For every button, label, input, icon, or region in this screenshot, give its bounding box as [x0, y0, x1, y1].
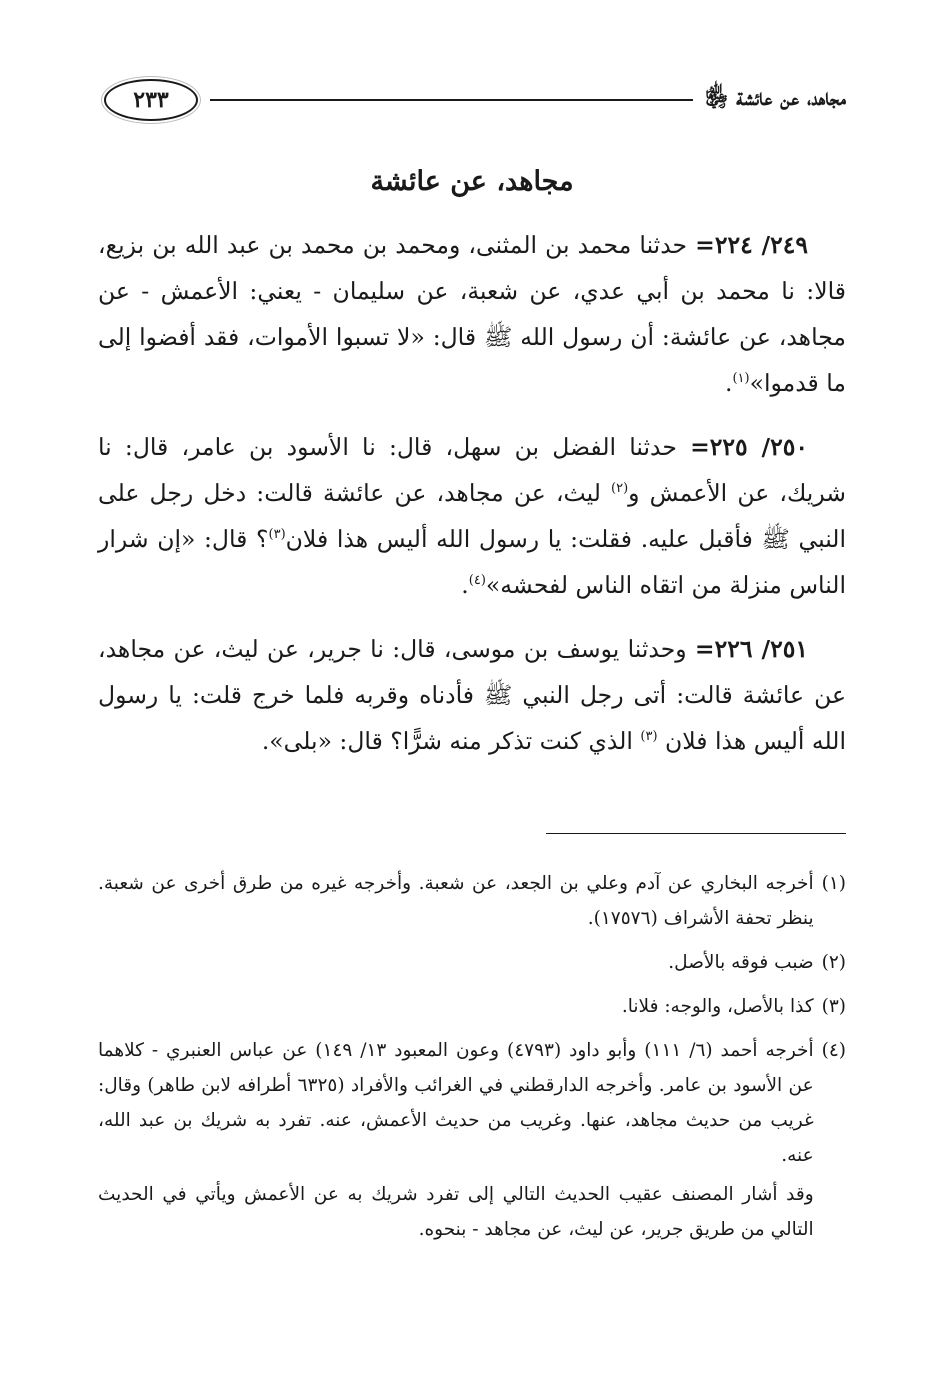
hadith-number: ٢٥٠/ ٢٢٥=	[690, 433, 809, 461]
hadith-number: ٢٥١/ ٢٢٦=	[694, 635, 808, 663]
running-header	[104, 72, 846, 128]
hadith-text: .	[724, 369, 733, 397]
footnote-body	[98, 1033, 814, 1247]
footnote-text: أخرجه البخاري عن آدم وعلي بن الجعد، عن شعبة. وأخرجه غيره من طرق أخرى عن شعبة. ينظر تحفة الأشراف (١٧٥٧٦).	[98, 873, 814, 929]
footnote-note: وقد أشار المصنف عقيب الحديث التالي إلى تفرد شريك به عن الأعمش ويأتي في الحديث التالي من طريق جرير، عن ليث، عن مجاهد - بنحوه.	[98, 1184, 814, 1240]
header-rule	[210, 99, 693, 101]
hadith-text: وحدثنا يوسف بن موسى، قال: نا جرير، عن ليث، عن مجاهد، عن عائشة قالت: أتى رجل النبي ﷺ فأدناه وقربه فلما خرج قلت: يا رسول الله أليس هذا فلان	[98, 635, 846, 755]
footnote-rule	[546, 833, 846, 834]
hadith-number: ٢٤٩/ ٢٢٤=	[695, 231, 808, 259]
footnote	[98, 989, 846, 1024]
hadith-paragraph	[98, 626, 846, 764]
footnote-text: ضبب فوقه بالأصل.	[668, 952, 814, 973]
section-title: مجاهد، عن عائشة	[370, 166, 574, 197]
footnote-marker: (١)	[732, 371, 750, 387]
page-number-badge: ٢٣٣	[104, 79, 198, 121]
main-text	[98, 222, 846, 782]
footnote-number: (٢)	[821, 952, 846, 973]
footnote-marker: (٣)	[640, 729, 658, 745]
footnote-marker: (٤)	[468, 573, 486, 589]
footnote-number: (١)	[821, 873, 846, 894]
footnote	[98, 945, 846, 980]
hadith-paragraph	[98, 424, 846, 608]
hadith-text: حدثنا محمد بن المثنى، ومحمد بن محمد بن عبد الله بن بزيع، قالا: نا محمد بن أبي عدي، عن شعبة، عن سليمان - يعني: الأعمش - عن مجاهد، عن عائشة: أن رسول الله ﷺ قال: «لا تسبوا الأموات، فقد أفضوا إلى ما قدموا»	[98, 231, 846, 397]
footnote-text: أخرجه أحمد (٦/ ١١١) وأبو داود (٤٧٩٣) وعون المعبود ١٣/ ١٤٩) عن عباس العنبري - كلاهما عن الأسود بن عامر. وأخرجه الدارقطني في الغرائب والأفراد (٦٣٢٥ أطرافه لابن طاهر) وقال: غريب من حديث مجاهد، عنها. وغريب من حديث الأعمش، عنه. تفرد به شريك بن عبد الله، عنه.	[98, 1040, 814, 1166]
hadith-text: .	[461, 571, 469, 599]
footnote-marker: (٣)	[268, 527, 286, 543]
hadith-text: حدثنا الفضل بن سهل، قال: نا الأسود بن عامر، قال: نا شريك، عن الأعمش و	[98, 433, 846, 507]
footnote-number: (٤)	[821, 1040, 846, 1061]
hadith-paragraph	[98, 222, 846, 406]
footnote-number: (٣)	[821, 996, 846, 1017]
running-title: مجاهد، عن عائشة ﵂	[704, 84, 846, 111]
hadith-text: الذي كنت تذكر منه شرًّا؟ قال: «بلى».	[261, 727, 641, 755]
hadith-text: ؟ قال: «إن شرار الناس منزلة من اتقاه الناس لفحشه»	[98, 525, 846, 599]
footnote-text: كذا بالأصل، والوجه: فلانا.	[621, 996, 814, 1017]
footnote	[98, 1033, 846, 1247]
footnotes	[98, 866, 846, 1256]
footnote	[98, 866, 846, 936]
hadith-text: ليث، عن مجاهد، عن عائشة قالت: دخل رجل على النبي ﷺ فأقبل عليه. فقلت: يا رسول الله أليس هذا فلان	[98, 479, 846, 553]
footnote-marker: (٢)	[611, 481, 629, 497]
